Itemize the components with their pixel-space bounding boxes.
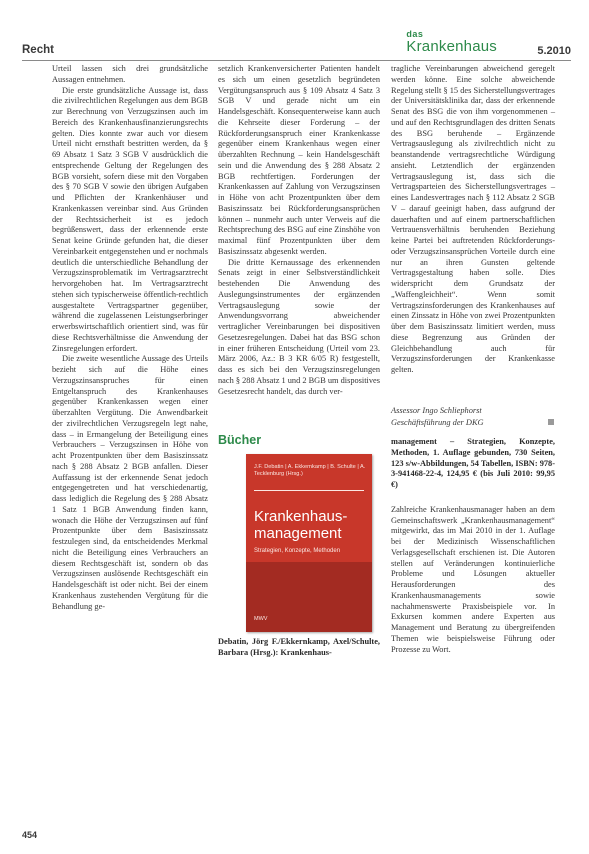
books-section-title: Bücher bbox=[218, 433, 262, 447]
section-label: Recht bbox=[22, 44, 54, 56]
article-column-2 bbox=[218, 64, 381, 396]
article-paragraph: Die erste grundsätzliche Aussage ist, dass die zivilrechtlichen Regelungen aus dem BGB zur Berechnung von Verzugszinsen auch im Bereich des Krankenhausfinanzierungsrechts gelten. Dies konnte zwar auch vor diesem Urteil nicht ernsthaft bestritten werden, da § 69 Absatz 1 Satz 3 SGB V ausdrücklich die entsprechende Geltung der Regelungen des BGB vorsieht, sofern diese mit den Vorgaben des § 70 SGB V sowie den übrigen Aufgaben und Pflichten der Krankenhäuser und Krankenkassen vereinbar sind. Aus Gründen der Rechtssicherheit ist es jedoch begrüßenswert, dass der erkennende erste Senat keine Gründe gefunden hat, die dieser Vereinbarkeit entgegenstehen und er nochmals deutlich die unterschiedliche Behandlung der Verzugszinsproblematik im Vertragsarztrecht hervorgehoben hat. Im Vertragsarztrecht stehen sich typischerweise öffentlich-rechtlich ausgestaltete Vertragspartner gegenüber, während die zugelassenen Leistungserbringer erwerbswirtschaftlich orientiert sind, was für diese Rechtsverhältnisse die Anwendung der Zinsregelungen erfordert. bbox=[52, 85, 208, 353]
cover-title-line-2: management bbox=[254, 525, 342, 542]
book-review-column bbox=[391, 437, 555, 841]
cover-title-line-1: Krankenhaus- bbox=[254, 508, 348, 525]
book-review-text: Zahlreiche Krankenhausmanager haben an dem Gemeinschaftswerk „Krankenhausmanagement“ mitgewirkt, das im Mai 2010 in der 1. Auflage bei der Medizinisch Wissenschaftlichen Verlagsgesellschaft erschienen ist. Die Autoren stellen auf Veränderungen kontinuierliche Probleme und Lösungen aktueller Herausforderungen des Krankenhausmanagements sowie nachahmenswerte Praxisbeispiele vor. In Exkursen kommen andere Experten aus Management und Beratung zu übergreifenden Themen wie beispielsweise Führung oder Prozesse zu Wort. bbox=[391, 504, 555, 654]
author-role: Geschäftsführung der DKG bbox=[391, 418, 484, 427]
cover-divider bbox=[254, 490, 364, 491]
article-paragraph: Die zweite wesentliche Aussage des Urteils bezieht sich auf die Höhe eines Verzugszinsanspruches für einen Entgeltanspruch des Krankenhauses gegenüber Krankenkassen wegen einer überzahlten Vergütung. Die Anwendbarkeit der zivilrechtlichen Verzugsregeln legt nahe, dass – in Ermangelung der Beteiligung eines Verbrauchers – Verzugszinsen in Höhe von acht Prozentpunkten über dem Basiszinssatz nach § 288 Absatz 2 BGB anfallen. Dieser Auffassung ist der erkennende Senat jedoch entgegengetreten und hat verschiedenartig, dass lediglich die Regelung des § 288 Absatz 1 Satz 1 BGB Anwendung finden kann, wonach die Höhe der Verzugszinsen auf fünf Prozentpunkte über dem Basiszinssatz festzulegen sind, da entscheidendes Merkmal nicht die Beteiligung eines Verbrauchers an diesem Rechtsgeschäft ist, sondern ob das Verzugszinsen auslösende Rechtsgeschäft ein Handelsgeschäft ist oder nicht. Bei der einem Krankenhaus zustehenden Vergütung für die Behandlung ge- bbox=[52, 354, 208, 611]
cover-title bbox=[254, 508, 368, 542]
author-name: Assessor Ingo Schliephorst bbox=[391, 406, 482, 415]
article-paragraph: Die dritte Kernaussage des erkennenden Senats zeigt in einer Selbstverständlichkeit bestehenden Die Anwendung des Auslegungsinstrumentes der ergänzenden Vertragsauslegung sowie der Anwendungsvorrang abweichender vertraglicher Vereinbarungen bei dispositiven Gesetzesregelungen. Dabei hat das BSG schon in einer früheren Entscheidung (Urteil vom 23. März 2006, Az.: B 3 KR 6/05 R) festgestellt, dass es sich bei den Verzugszinsregelungen nach § 288 Absatz 1 und 2 BGB um dispositives Gesetzesrecht handelt, das durch ver- bbox=[218, 257, 381, 396]
article-paragraph: tragliche Vereinbarungen abweichend geregelt werden könne. Eine solche abweichende Regelung stellt § 15 des Sicherstellungsvertrages der Universitätsklinika dar, dass der erkennende Senat des BSG die von ihm vorgenommenen – und auf den Rechtsgrundlagen des dritten Senats des BSG beruhende – Ergänzende Vertragsauslegung als zivilrechtlich nicht zu beanstandende vertragsrechtliche Würdigung ansieht. Letztendlich der ergänzenden Vertragsauslegung ist, dass sich die Vertragsparteien des Sicherstellungsvertrages – eines Landesvertrages nach § 112 Absatz 2 SGB V – darauf geeinigt haben, dass aufgrund der dauerhaften und auf einem partnerschaftlichen Vertrauensverhältnis beruhenden Beziehung keine Partei bei auftretenden Rückforderungs- oder Verzugszinsansprüchen Vorteile durch eine nur an ihren Gunsten geltende Vertragsgestaltung haben solle. Dies widerspricht dem Grundsatz der „Waffengleichheit“. Wenn somit Vertragszinsforderungen des Krankenhauses auf einen Zinssatz in Höhe von zwei Prozentpunkten über dem Basiszinssatz limitiert werden, muss diese Begrenzung aus Gründen der Gleichbehandlung auch für Verzugszinsforderungen der Krankenkasse gelten. bbox=[391, 64, 555, 374]
page-number: 454 bbox=[22, 830, 38, 840]
magazine-name: Krankenhaus bbox=[406, 38, 497, 55]
article-paragraph: Urteil lassen sich drei grundsätzliche Aussagen entnehmen. bbox=[52, 64, 208, 84]
issue-number: 5.2010 bbox=[537, 45, 571, 57]
page-header bbox=[22, 29, 571, 61]
magazine-prefix: das bbox=[406, 29, 424, 39]
article-end-mark bbox=[548, 419, 554, 425]
magazine-logo bbox=[406, 30, 497, 54]
book-details: management – Strategien, Konzepte, Methoden, 1. Auflage gebunden, 730 Seiten, 123 s/w-Abbildungen, 54 Tabellen, ISBN: 978-3-941468-22-4, 124,95 € (bis Juli 2010: 99,95 €) bbox=[391, 437, 555, 489]
book-caption: Debatin, Jörg F./Ekkernkamp, Axel/Schulte, Barbara (Hrsg.): Krankenhaus- bbox=[218, 637, 380, 657]
article-paragraph: setzlich Krankenversicherter Patienten handelt es sich um einen gesetzlich begründeten Vergütungsanspruch aus § 109 Absatz 4 Satz 3 SGB V und gerade nicht um ein Handelsgeschäft. Konsequenterweise kann auch die Kehrseite dieser Forderung – der Rückforderungsanspruch einer Krankenkasse gegenüber einem Krankenhaus wegen einer überzahlten Rechnung – kein Handelsgeschäft sein und die Anwendung des § 288 Absatz 2 BGB rechtfertigen. Forderungen der Krankenkassen auf Zahlung von Verzugszinsen in Höhe von acht Prozentpunkten über dem Basiszinssatz bei Rückforderungsansprüchen können – nunmehr auch unter Verweis auf die Rechtsprechung des BSG auf eine Zinshöhe von maximal fünf Prozentpunkten über dem Basiszinssatz abgesenkt werden. bbox=[218, 64, 380, 256]
book-cover-image bbox=[246, 454, 372, 632]
cover-editors: J.F. Debatin | A. Ekkernkamp | B. Schulte | A. Tecklenburg (Hrsg.) bbox=[254, 464, 366, 477]
article-column-3 bbox=[391, 64, 555, 402]
cover-publisher: MWV bbox=[254, 616, 268, 622]
cover-subtitle: Strategien, Konzepte, Methoden bbox=[254, 548, 341, 554]
article-column-1 bbox=[52, 64, 208, 842]
